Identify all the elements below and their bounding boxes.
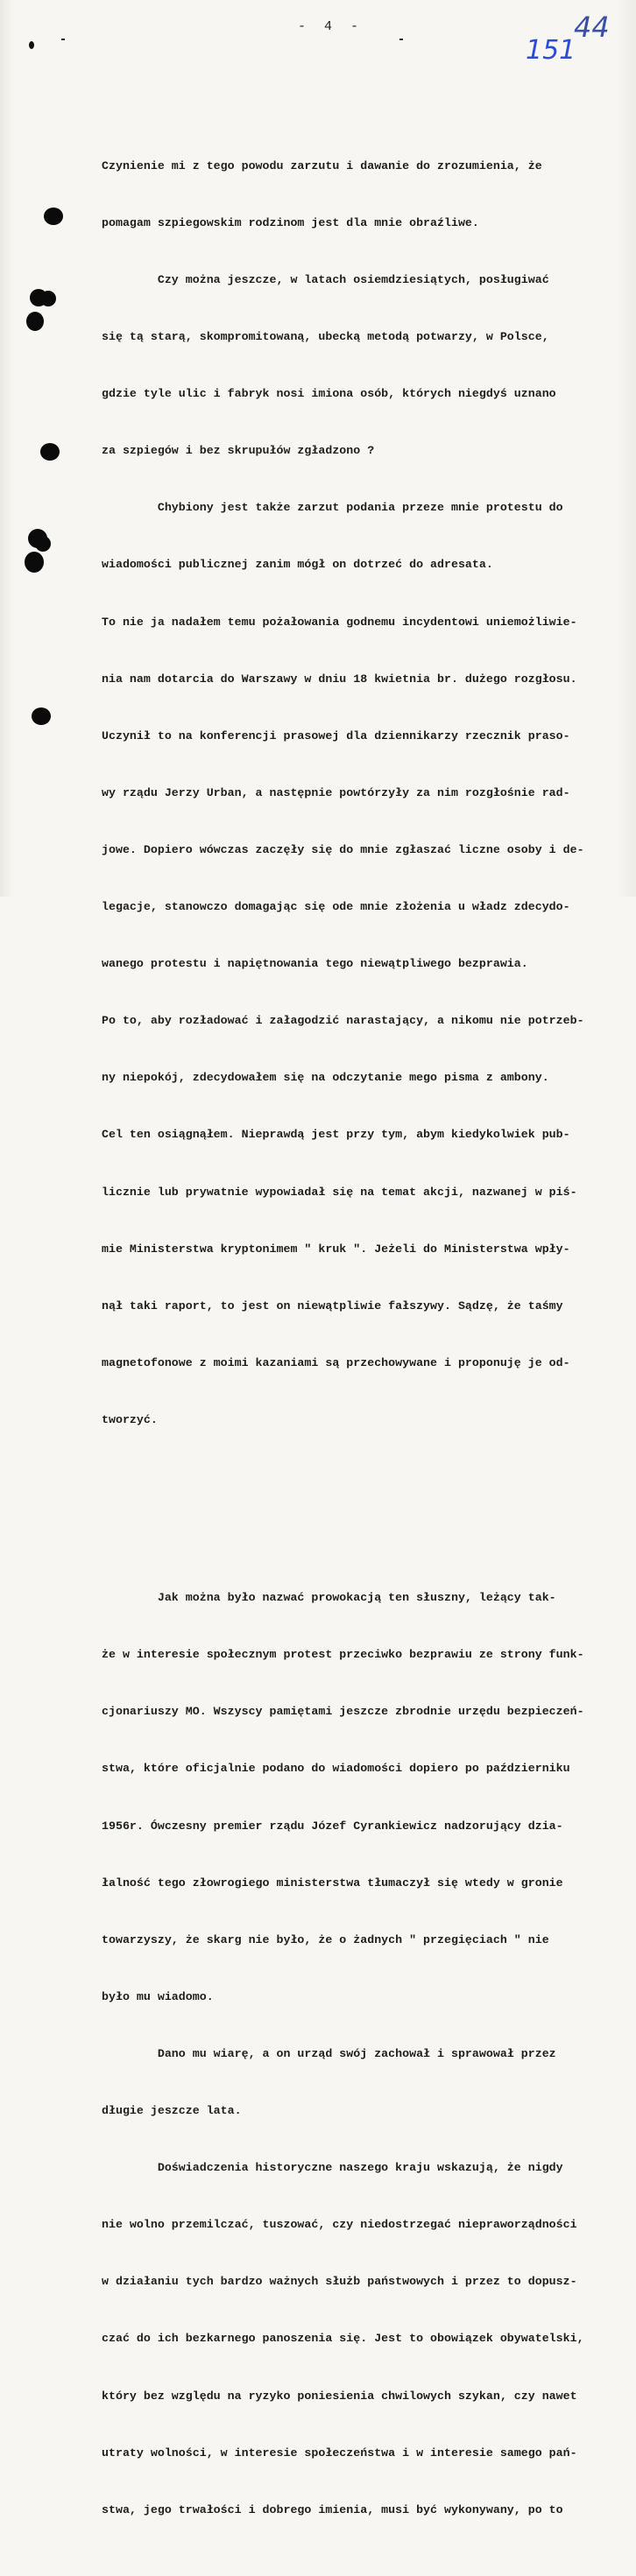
punch-hole <box>26 312 44 331</box>
page-number: - 4 - <box>298 19 364 34</box>
punch-hole <box>32 707 51 725</box>
text-line: jowe. Dopiero wówczas zaczęły się do mnie zgłaszać liczne osoby i de- <box>102 842 584 856</box>
text-line: długie jeszcze lata. <box>102 2104 242 2118</box>
text-line: Uczynił to na konferencji prasowej dla dziennikarzy rzecznik praso- <box>102 728 570 743</box>
text-line: mie Ministerstwa kryptonimem " kruk ". Jeżeli do Ministerstwa wpły- <box>102 1242 570 1256</box>
text-line: towarzyszy, że skarg nie było, że o żadnych " przegięciach " nie <box>102 1932 549 1946</box>
paragraph-gap <box>102 1505 629 1512</box>
text-line: pomagam szpiegowskim rodzinom jest dla mnie obraźliwe. <box>102 215 479 229</box>
text-line: się tą starą, skompromitowaną, ubecką metodą potwarzy, w Polsce, <box>102 330 549 344</box>
text-line: czać do ich bezkarnego panoszenia się. Jest to obowiązek obywatelski, <box>102 2332 584 2346</box>
letter-body <box>102 81 629 2576</box>
text-line: wanego protestu i napiętnowania tego niewątpliwego bezprawia. <box>102 957 528 971</box>
text-line: nia nam dotarcia do Warszawy w dniu 18 kwietnia br. dużego rozgłosu. <box>102 672 577 686</box>
text-line: magnetofonowe z moimi kazaniami są przechowywane i proponuję je od- <box>102 1355 570 1369</box>
text-line: nie wolno przemilczać, tuszować, czy niedostrzegać niepraworządności <box>102 2218 577 2232</box>
ink-mark <box>399 39 403 40</box>
text-line: nął taki raport, to jest on niewątpliwie fałszywy. Sądzę, że taśmy <box>102 1299 563 1313</box>
text-line: 1956r. Ówczesny premier rządu Józef Cyrankiewicz nadzorujący dzia- <box>102 1819 563 1833</box>
text-line: tworzyć. <box>102 1412 158 1426</box>
text-line: że w interesie społecznym protest przeciwko bezprawiu ze strony funk- <box>102 1648 584 1662</box>
punch-hole <box>35 536 51 552</box>
text-line: było mu wiadomo. <box>102 1989 214 2003</box>
punch-hole <box>25 552 44 573</box>
punch-hole <box>40 443 60 461</box>
text-line: Czy można jeszcze, w latach osiemdziesiątych, posługiwać <box>102 273 549 286</box>
text-line: stwa, jego trwałości i dobrego imienia, musi być wykonywany, po to <box>102 2502 563 2516</box>
text-line: Dano mu wiarę, a on urząd swój zachował i sprawował przez <box>102 2046 556 2060</box>
text-line: Chybiony jest także zarzut podania przeze mnie protestu do <box>102 501 563 515</box>
text-line: łalność tego złowrogiego ministerstwa tłumaczył się wtedy w gronie <box>102 1876 563 1890</box>
text-line: To nie ja nadałem temu pożałowania godnemu incydentowi uniemożliwie- <box>102 615 577 629</box>
text-line: wy rządu Jerzy Urban, a następnie powtórzyły za nim rozgłośnie rad- <box>102 785 570 799</box>
archive-number-stamp: 151 <box>526 35 576 66</box>
punch-hole <box>40 291 56 306</box>
text-line: utraty wolności, w interesie społeczeństwa i w interesie samego pań- <box>102 2446 577 2460</box>
paragraph-1 <box>102 118 629 1467</box>
text-line: Po to, aby rozładować i załagodzić narastający, a nikomu nie potrzeb- <box>102 1014 584 1028</box>
text-line: za szpiegów i bez skrupułów zgładzono ? <box>102 444 375 458</box>
text-line: Cel ten osiągnąłem. Nieprawdą jest przy tym, abym kiedykolwiek pub- <box>102 1128 570 1142</box>
text-line: Jak można było nazwać prowokacją ten słuszny, leżący tak- <box>102 1591 556 1605</box>
text-line: licznie lub prywatnie wypowiadał się na temat akcji, nazwanej w piś- <box>102 1185 577 1199</box>
archive-number-handwritten: 44 <box>574 11 610 44</box>
text-line: który bez względu na ryzyko poniesienia chwilowych szykan, czy nawet <box>102 2389 577 2403</box>
text-line: ny niepokój, zdecydowałem się na odczytanie mego pisma z ambony. <box>102 1071 549 1085</box>
text-line: Doświadczenia historyczne naszego kraju wskazują, że nigdy <box>102 2161 563 2175</box>
text-line: cjonariuszy MO. Wszyscy pamiętami jeszcze zbrodnie urzędu bezpieczeń- <box>102 1705 584 1719</box>
text-line: w działaniu tych bardzo ważnych służb państwowych i przez to dopusz- <box>102 2275 577 2289</box>
text-line: stwa, które oficjalnie podano do wiadomości dopiero po październiku <box>102 1762 570 1776</box>
punch-hole <box>44 208 63 225</box>
text-line: gdzie tyle ulic i fabryk nosi imiona osób, których niegdyś uznano <box>102 387 556 401</box>
text-line: wiadomości publicznej zanim mógł on dotrzeć do adresata. <box>102 558 493 572</box>
page-header <box>0 11 636 66</box>
ink-mark <box>29 41 34 49</box>
text-line: legacje, stanowczo domagając się ode mnie złożenia u władz zdecydo- <box>102 900 570 914</box>
paragraph-2 <box>102 1551 629 2558</box>
text-line: Czynienie mi z tego powodu zarzutu i dawanie do zrozumienia, że <box>102 158 542 172</box>
ink-mark <box>61 39 65 40</box>
